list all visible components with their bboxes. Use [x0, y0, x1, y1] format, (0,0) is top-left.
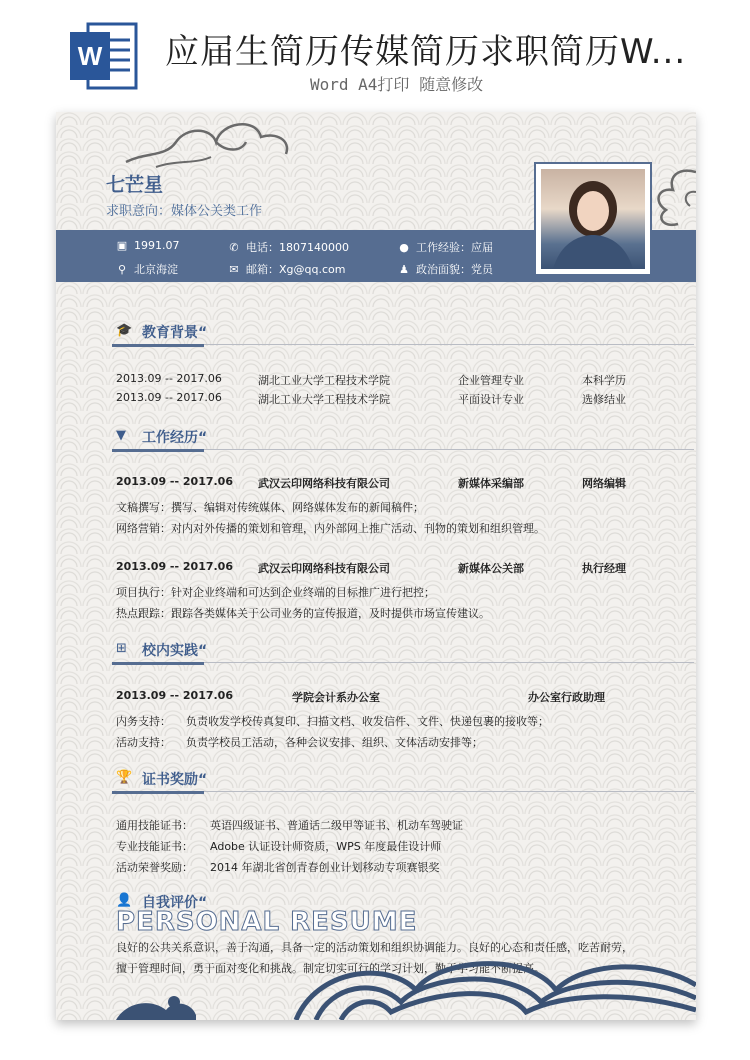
certificate-label: 专业技能证书：	[116, 840, 193, 853]
certificate-line	[116, 836, 442, 857]
practice-role: 办公室行政助理	[528, 691, 605, 704]
location-pin-icon: ⚲	[117, 263, 127, 276]
section-divider	[204, 791, 694, 792]
section-underline	[112, 449, 204, 452]
user-icon: 👤	[116, 893, 133, 908]
profile-photo	[534, 162, 652, 276]
resume-page	[56, 112, 696, 1020]
cloud-decoration-top	[116, 112, 306, 172]
practice-period: 2013.09 -- 2017.06	[116, 689, 233, 702]
work-duty-line: 项目执行：针对企业终端和可达到企业终端的目标推广进行把控；	[116, 586, 435, 599]
practice-line	[116, 711, 549, 732]
experience-item	[398, 239, 493, 255]
section-underline	[112, 662, 204, 665]
phone-item	[228, 239, 349, 255]
practice-line-label: 内务支持：	[116, 715, 171, 728]
certificate-text: 2014 年湖北省创青春创业计划移动专项赛银奖	[210, 861, 440, 874]
portrait-silhouette	[541, 169, 645, 269]
windows-grid-icon: ⊞	[116, 641, 127, 656]
work-duty-line: 文稿撰写：撰写、编辑对传统媒体、网络媒体发布的新闻稿件；	[116, 501, 424, 514]
candidate-name: 七芒星	[106, 174, 164, 196]
svg-text:W: W	[77, 41, 103, 71]
graduation-cap-icon: 🎓	[116, 323, 133, 338]
work-dept: 新媒体采编部	[458, 477, 524, 490]
photo-placeholder	[541, 169, 645, 269]
job-intent: 求职意向：媒体公关类工作	[106, 204, 263, 219]
section-title-work: 工作经历“	[142, 430, 208, 446]
section-underline	[112, 344, 204, 347]
document-subtitle: Word A4打印 随意修改	[310, 75, 484, 94]
practice-line-label: 活动支持：	[116, 736, 171, 749]
section-underline	[112, 791, 204, 794]
personal-resume-watermark: PERSONAL RESUME	[116, 907, 418, 937]
section-title-certificates: 证书奖励“	[142, 772, 208, 788]
work-company: 武汉云印网络科技有限公司	[258, 562, 390, 575]
practice-org: 学院会计系办公室	[292, 691, 380, 704]
edu-degree: 选修结业	[582, 393, 626, 406]
cloud-decoration-right	[648, 162, 696, 228]
section-title-education: 教育背景“	[142, 325, 208, 341]
certificate-label: 活动荣誉奖励：	[116, 861, 193, 874]
experience-value: 工作经验：应届	[416, 241, 493, 254]
certificate-line	[116, 857, 440, 878]
phone-value: 电话：1807140000	[246, 241, 349, 254]
work-role: 网络编辑	[582, 477, 626, 490]
word-doc-icon	[70, 20, 138, 92]
self-evaluation-text: 良好的公共关系意识，善于沟通，具备一定的活动策划和组织协调能力。良好的心态和责任感，吃苦耐劳，擅于管理时间，勇于面对变化和挑战。制定切实可行的学习计划，勤于学习能不断提高。	[116, 941, 633, 975]
section-title-practice: 校内实践“	[142, 643, 208, 659]
politics-value: 政治面貌：党员	[416, 263, 493, 276]
chat-bubble-icon: ●	[399, 241, 409, 254]
work-dept: 新媒体公关部	[458, 562, 524, 575]
document-title: 应届生简历传媒简历求职简历W...	[165, 32, 687, 72]
edu-major: 企业管理专业	[458, 374, 524, 387]
section-title-self: 自我评价“	[142, 895, 208, 911]
edu-major: 平面设计专业	[458, 393, 524, 406]
edu-period: 2013.09 -- 2017.06	[116, 391, 222, 404]
edu-school: 湖北工业大学工程技术学院	[258, 374, 390, 387]
wave-decoration-bottom	[56, 940, 696, 1020]
envelope-icon: ✉	[229, 263, 239, 276]
practice-line-text: 负责收发学校传真复印、扫描文档、收发信件、文件、快递包裹的接收等；	[186, 715, 549, 728]
certificate-line	[116, 815, 463, 836]
edu-period: 2013.09 -- 2017.06	[116, 372, 222, 385]
practice-line-text: 负责学校员工活动，各种会议安排、组织、文体活动安排等；	[186, 736, 483, 749]
email-item	[228, 261, 345, 277]
tie-icon: ▼	[116, 428, 126, 443]
edu-school: 湖北工业大学工程技术学院	[258, 393, 390, 406]
work-period: 2013.09 -- 2017.06	[116, 560, 233, 573]
document-header	[0, 0, 750, 110]
edu-degree: 本科学历	[582, 374, 626, 387]
certificate-label: 通用技能证书：	[116, 819, 193, 832]
section-divider	[204, 344, 694, 345]
certificate-text: Adobe 认证设计师资质，WPS 年度最佳设计师	[210, 840, 442, 853]
location-value: 北京海淀	[134, 263, 178, 276]
birth-item	[116, 239, 180, 252]
work-role: 执行经理	[582, 562, 626, 575]
politics-item	[398, 261, 493, 277]
person-icon: ♟	[399, 263, 409, 276]
certificate-text: 英语四级证书、普通话二级甲等证书、机动车驾驶证	[210, 819, 463, 832]
work-company: 武汉云印网络科技有限公司	[258, 477, 390, 490]
birth-value: 1991.07	[134, 239, 180, 252]
calendar-icon: ▣	[116, 239, 128, 252]
email-value: 邮箱：Xg@qq.com	[246, 263, 346, 276]
phone-icon: ✆	[229, 241, 239, 254]
work-period: 2013.09 -- 2017.06	[116, 475, 233, 488]
work-duty-line: 热点跟踪：跟踪各类媒体关于公司业务的宣传报道，及时提供市场宣传建议。	[116, 607, 490, 620]
section-divider	[204, 449, 694, 450]
section-divider	[204, 662, 694, 663]
trophy-icon: 🏆	[116, 770, 133, 785]
practice-line	[116, 732, 483, 753]
work-duty-line: 网络营销：对内对外传播的策划和管理，内外部网上推广活动、刊物的策划和组织管理。	[116, 522, 545, 535]
location-item	[116, 261, 178, 277]
